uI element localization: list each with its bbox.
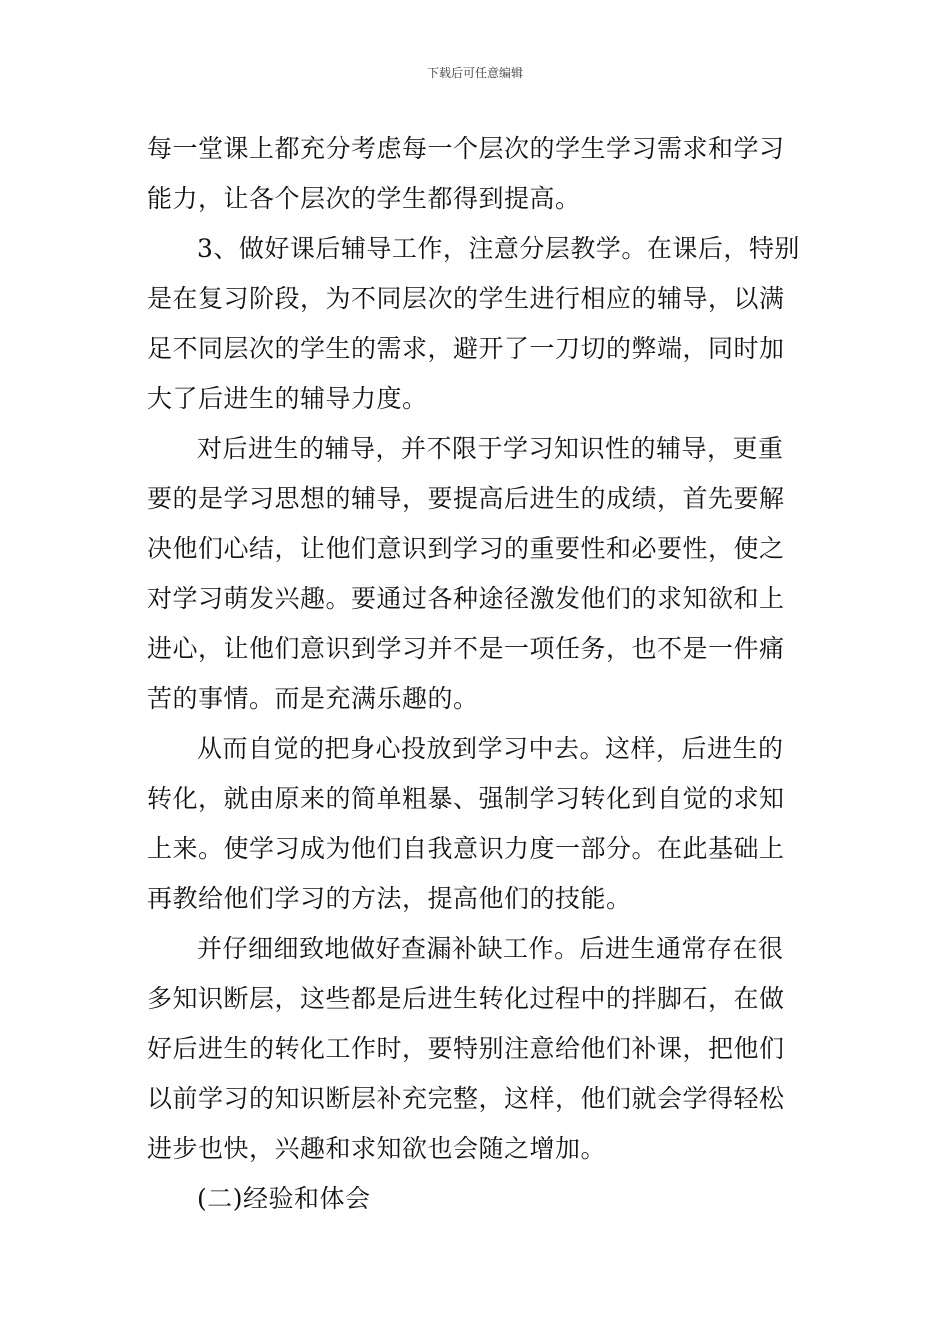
text-line: 对学习萌发兴趣。要通过各种途径激发他们的求知欲和上 bbox=[147, 584, 785, 613]
text-line: 进心，让他们意识到学习并不是一项任务，也不是一件痛 bbox=[147, 634, 785, 663]
text-line: 能力，让各个层次的学生都得到提高。 bbox=[147, 184, 581, 213]
text-line: 进步也快，兴趣和求知欲也会随之增加。 bbox=[147, 1134, 607, 1163]
text-line: 从而自觉的把身心投放到学习中去。这样，后进生的 bbox=[197, 734, 784, 763]
text-line: 足不同层次的学生的需求，避开了一刀切的弊端，同时加 bbox=[147, 334, 785, 363]
text-line: 大了后进生的辅导力度。 bbox=[147, 384, 428, 413]
text-line: 并仔细细致地做好查漏补缺工作。后进生通常存在很 bbox=[197, 934, 784, 963]
text-line: 好后进生的转化工作时，要特别注意给他们补课，把他们 bbox=[147, 1034, 785, 1063]
text-line: 多知识断层，这些都是后进生转化过程中的拌脚石，在做 bbox=[147, 984, 785, 1013]
text-line: 苦的事情。而是充满乐趣的。 bbox=[147, 684, 479, 713]
text-line: 对后进生的辅导，并不限于学习知识性的辅导，更重 bbox=[197, 434, 784, 463]
document-body bbox=[147, 124, 805, 1224]
paragraph bbox=[147, 924, 805, 1174]
text-line: 要的是学习思想的辅导，要提高后进生的成绩，首先要解 bbox=[147, 484, 785, 513]
text-line: 以前学习的知识断层补充完整，这样，他们就会学得轻松 bbox=[147, 1084, 785, 1113]
text-line: (二)经验和体会 bbox=[197, 1184, 371, 1213]
page-header: 下载后可任意编辑 bbox=[426, 66, 523, 80]
paragraph bbox=[147, 224, 805, 424]
text-line: 3、做好课后辅导工作，注意分层教学。在课后，特别 bbox=[197, 234, 800, 263]
paragraph bbox=[147, 124, 805, 224]
section-heading bbox=[147, 1174, 805, 1224]
text-line: 决他们心结，让他们意识到学习的重要性和必要性，使之 bbox=[147, 534, 785, 563]
paragraph bbox=[147, 424, 805, 724]
text-line: 转化，就由原来的简单粗暴、强制学习转化到自觉的求知 bbox=[147, 784, 785, 813]
text-line: 上来。使学习成为他们自我意识力度一部分。在此基础上 bbox=[147, 834, 785, 863]
text-line: 再教给他们学习的方法，提高他们的技能。 bbox=[147, 884, 632, 913]
text-line: 每一堂课上都充分考虑每一个层次的学生学习需求和学习 bbox=[147, 134, 785, 163]
paragraph bbox=[147, 724, 805, 924]
text-line: 是在复习阶段，为不同层次的学生进行相应的辅导，以满 bbox=[147, 284, 785, 313]
